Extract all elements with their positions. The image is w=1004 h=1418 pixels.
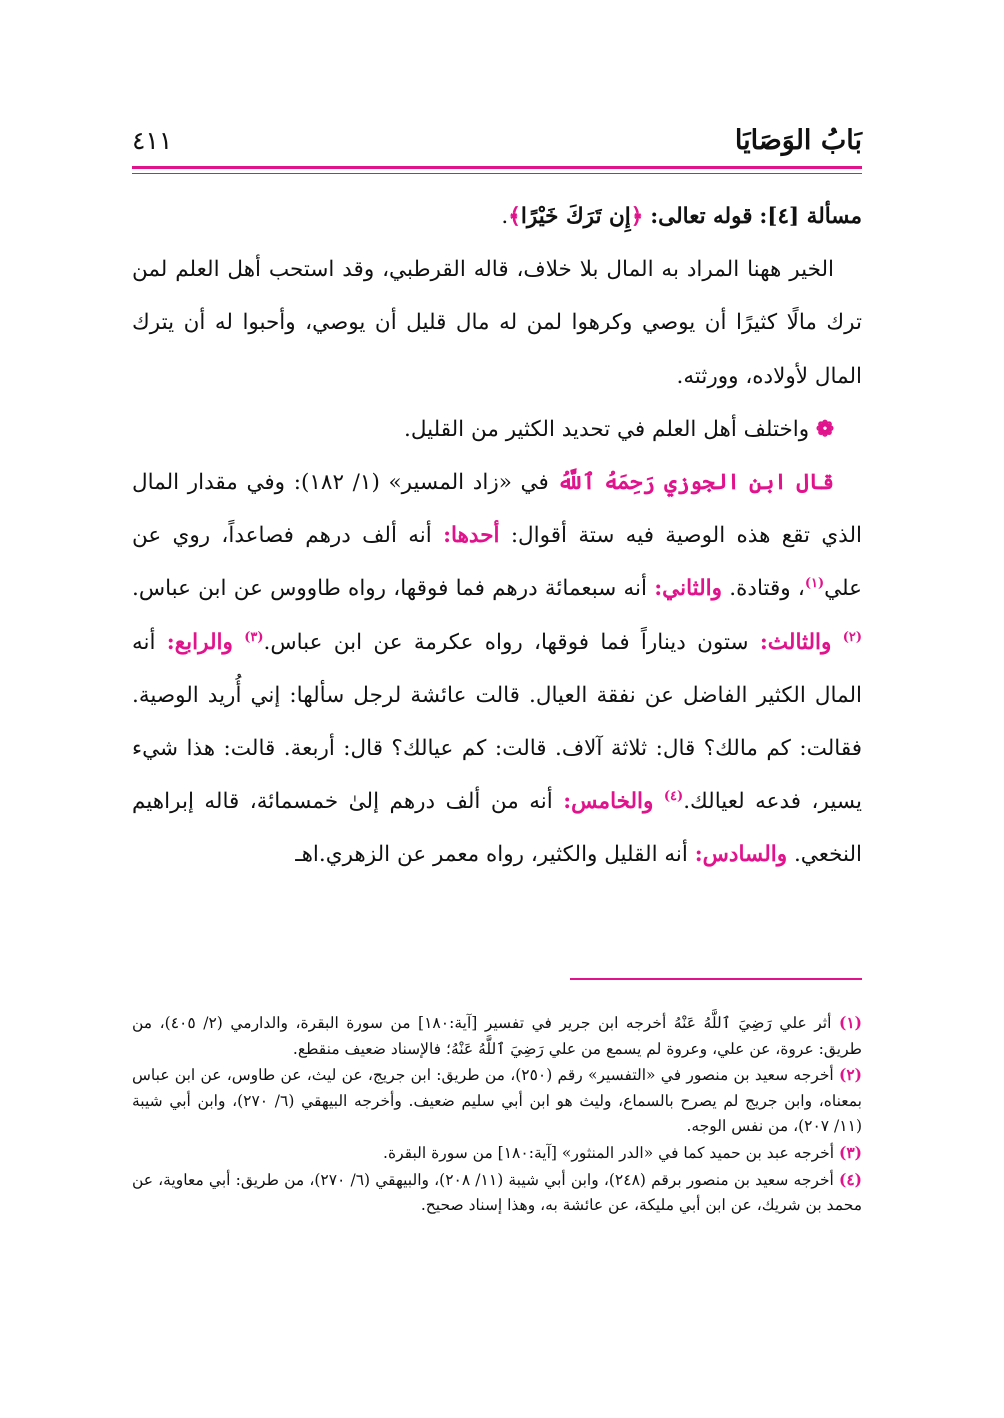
- opinion-4-text: أنه المال الكثير الفاضل عن نفقة العيال. قالت عائشة لرجل سألها: إني أُريد الوصية. فقالت: كم مالك؟ قال: ثلاثة آلاف. قالت: كم عيالك؟ قال: أربعة. قالت: هذا شيء يسير، فدعه لعيالك.: [132, 629, 862, 815]
- footnote-ref-4[interactable]: (٤): [663, 789, 684, 805]
- paragraph-2: [132, 403, 862, 456]
- footnote-ref-3[interactable]: (٣): [244, 629, 264, 645]
- footnote-number: (٤): [838, 1169, 862, 1189]
- footnote-separator: [570, 978, 862, 980]
- header-rule-thin: [132, 173, 862, 174]
- footnote-text: أثر علي رَضِيَ ٱللَّهُ عَنْهُ أخرجه ابن جرير في تفسير [آية:١٨٠] من سورة البقرة، والدارمي (٢/ ٤٠٥)، من طريق: عروة، عن علي، وعروة لم يسمع من علي رَضِيَ ٱللَّهُ عَنْهُ؛ فالإسناد ضعيف منقطع.: [132, 1014, 862, 1058]
- opinion-3-label: والثالث:: [759, 629, 832, 655]
- footnote-item: [132, 1140, 862, 1167]
- opinion-5-label: والخامس:: [563, 789, 654, 815]
- issue-end: .: [501, 204, 509, 229]
- opinion-2-text: أنه سبعمائة درهم فما فوقها، رواه طاووس عن ابن عباس.: [132, 576, 647, 602]
- opinion-6-text: أنه القليل والكثير، رواه معمر عن الزهري.اهـ: [295, 842, 688, 868]
- footnote-ref-2[interactable]: (٢): [842, 629, 862, 645]
- opinion-1-label: أحدها:: [443, 523, 500, 549]
- quran-bracket-close: ﴾: [508, 204, 521, 229]
- flower-ornament-icon: ❁: [815, 416, 834, 442]
- issue-heading: [132, 190, 862, 243]
- page-header: [132, 118, 862, 162]
- main-text: [132, 190, 862, 882]
- footnote-number: (٣): [838, 1142, 862, 1162]
- quote-intro: في «زاد المسير» (١/ ١٨٢): وفي مقدار المال الذي تقع هذه الوصية فيه ستة أقوال:: [132, 470, 862, 549]
- opinion-4-label: والرابع:: [166, 629, 233, 655]
- footnote-item: [132, 1062, 862, 1140]
- opinion-3-text: ستون ديناراً فما فوقها، رواه عكرمة عن ابن عباس.: [263, 629, 749, 655]
- opinion-1-tail: ، وقتادة.: [729, 576, 805, 602]
- footnotes: [132, 1010, 862, 1219]
- opinion-5-text: أنه من ألف درهم إلىٰ خمسمائة، قاله إبراهيم النخعي.: [132, 789, 862, 868]
- footnote-text: أخرجه عبد بن حميد كما في «الدر المنثور» [آية:١٨٠] من سورة البقرة.: [383, 1143, 835, 1162]
- footnote-number: (٢): [838, 1065, 862, 1085]
- quran-bracket-open: ﴿: [630, 204, 644, 229]
- issue-title: قوله تعالى:: [650, 204, 753, 229]
- footnote-item: [132, 1167, 862, 1219]
- author-name: قال ابن الجوزي رَحِمَهُ ٱللَّهُ: [557, 470, 835, 496]
- chapter-title: بَابُ الوَصَايَا: [734, 124, 862, 156]
- footnote-item: [132, 1010, 862, 1062]
- footnote-ref-1[interactable]: (١): [804, 576, 825, 592]
- footnote-number: (١): [838, 1013, 862, 1032]
- paragraph-2-text: واختلف أهل العلم في تحديد الكثير من القليل.: [404, 416, 810, 442]
- paragraph-1: الخير ههنا المراد به المال بلا خلاف، قاله القرطبي، وقد استحب أهل العلم لمن ترك مالًا كثيرًا أن يوصي وكرهوا لمن له مال قليل أن يوصي، وأحبوا له أن يترك المال لأولاده، وورثته.: [132, 257, 862, 389]
- paragraph-3: [132, 456, 862, 882]
- quran-verse: إِن تَرَكَ خَيْرًا: [520, 204, 631, 229]
- opinion-1-text: أنه ألف درهم فصاعداً، روي عن علي: [132, 523, 862, 602]
- opinion-6-label: والسادس:: [694, 842, 788, 868]
- page-number: ٤١١: [132, 125, 173, 155]
- issue-label: مسألة [٤]:: [759, 204, 862, 229]
- footnote-text: أخرجه سعيد بن منصور في «التفسير» رقم (٢٥٠)، من طريق: ابن جريج، عن ليث، عن طاوس، عن ابن عباس بمعناه، وابن جريج لم يصرح بالسماع، وليث هو ابن أبي سليم ضعيف. وأخرجه البيهقي (٦/ ٢٧٠)، وابن أبي شيبة (١١/ ٢٠٧)، من نفس الوجه.: [132, 1066, 862, 1136]
- footnote-text: أخرجه سعيد بن منصور برقم (٢٤٨)، وابن أبي شيبة (١١/ ٢٠٨)، والبيهقي (٦/ ٢٧٠)، من طريق: أبي معاوية، عن محمد بن شريك، عن ابن أبي مليكة، عن عائشة به، وهذا إسناد صحيح.: [132, 1170, 862, 1215]
- header-rule-thick: [132, 166, 862, 169]
- opinion-2-label: والثاني:: [654, 576, 723, 602]
